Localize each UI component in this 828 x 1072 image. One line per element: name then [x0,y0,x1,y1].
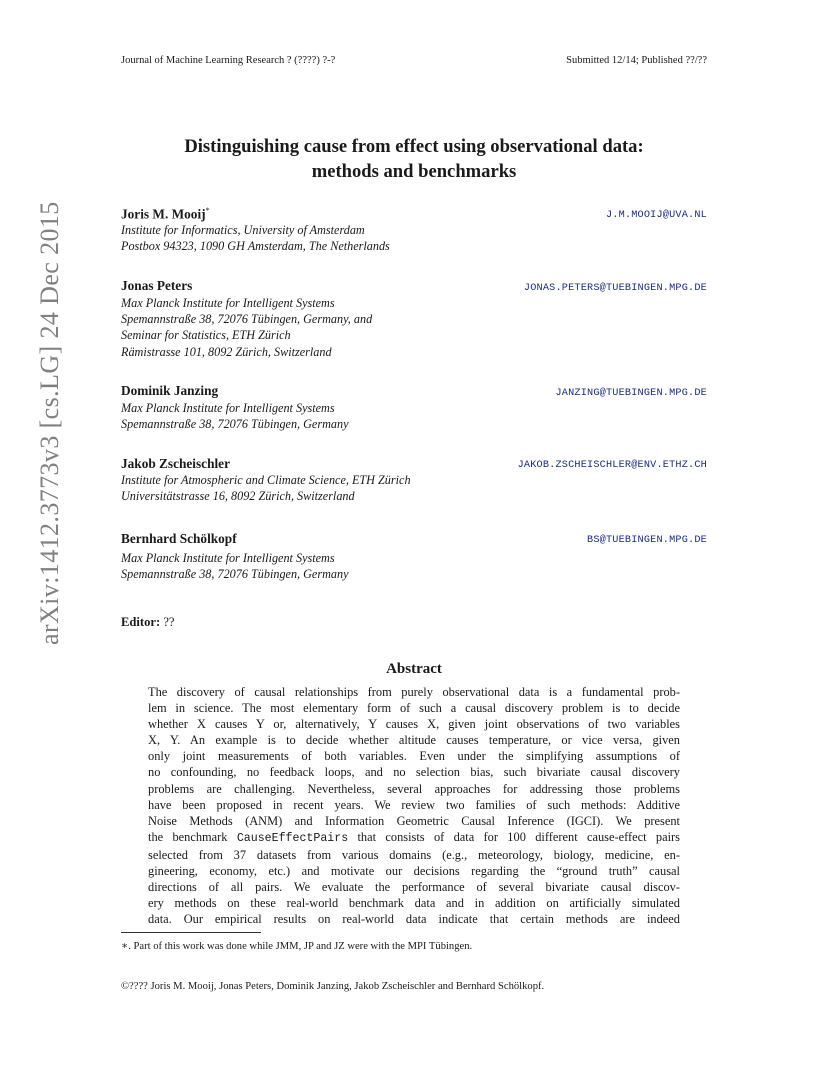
author-affiliation: Institute for Informatics, University of Amsterdam Postbox 94323, 1090 GH Amsterdam, The Netherlands [121,223,390,254]
editor-label: Editor: [121,615,161,629]
footnote-rule [121,932,261,933]
editor-value: ?? [163,615,175,629]
abstract-heading: Abstract [386,661,442,677]
abstract-line: only joint measurements of both variables. Even under the simplifying assumptions of [148,749,680,764]
author-name: Bernhard Schölkopf [121,531,237,546]
abstract-line: lem in science. The most elementary form of such a causal discovery problem is to decide [148,701,680,716]
abstract-line: Noise Methods (ANM) and Information Geometric Causal Inference (IGCI). We present [148,813,680,828]
abstract-line: X, Y. An example is to decide whether altitude causes temperature, or vice versa, given [148,733,680,748]
abstract-line: problems are challenging. Nevertheless, several approaches for addressing those problems [148,781,680,796]
author-name: Jonas Peters [121,278,193,293]
abstract-line: ery methods on these real-world benchmark data and in addition on artificially simulated [148,896,680,911]
author-name: Jakob Zscheischler [121,456,230,471]
author-name: Joris M. Mooij* [121,206,210,222]
arxiv-sidebar-stamp: arXiv:1412.3773v3 [cs.LG] 24 Dec 2015 [35,201,64,645]
running-header-dates: Submitted 12/14; Published ??/?? [566,55,707,66]
abstract-line: the benchmark CauseEffectPairs that consists of data for 100 different cause-effect pairs [148,829,680,845]
author-name: Dominik Janzing [121,383,219,398]
abstract-line: have been proposed in recent years. We review two families of such methods: Additive [148,797,680,812]
author-footnote-mark: * [205,206,210,215]
running-header-journal: Journal of Machine Learning Research ? (????) ?-? [121,55,336,66]
paper-title [0,134,828,184]
author-affiliation: Institute for Atmospheric and Climate Science, ETH Zürich Universitätstrasse 16, 8092 Zürich, Switzerland [121,473,411,504]
abstract-line: no confounding, no feedback loops, and no selection bias, such bivariate causal discovery [148,765,680,780]
copyright-notice: ©???? Joris M. Mooij, Jonas Peters, Dominik Janzing, Jakob Zscheischler and Bernhard Schölkopf. [121,981,545,992]
abstract-line: data. Our empirical results on real-world data indicate that certain methods are indeed [148,912,680,927]
author-affiliation: Max Planck Institute for Intelligent Systems Spemannstraße 38, 72076 Tübingen, Germany [121,401,349,432]
abstract-line: whether X causes Y or, alternatively, Y causes X, given joint observations of two variables [148,717,680,732]
benchmark-name: CauseEffectPairs [236,831,349,845]
author-affiliation: Max Planck Institute for Intelligent Systems Spemannstraße 38, 72076 Tübingen, Germany, and Seminar for Statistics, ETH Zürich Rämistrasse 101, 8092 Zürich, Switzerland [121,296,373,359]
author-email[interactable]: JANZING@TUEBINGEN.MPG.DE [555,388,707,399]
author-email[interactable]: J.M.MOOIJ@UVA.NL [605,210,707,221]
abstract-line: The discovery of causal relationships from purely observational data is a fundamental prob- [148,685,680,699]
abstract-line: directions of all pairs. We evaluate the performance of several bivariate causal discov- [148,880,680,895]
author-email[interactable]: JAKOB.ZSCHEISCHLER@ENV.ETHZ.CH [517,460,707,471]
abstract-line: selected from 37 datasets from various domains (e.g., meteorology, biology, medicine, en- [148,847,680,862]
title-line-2: methods and benchmarks [311,161,517,182]
abstract-text [148,684,680,927]
editor-line [121,615,175,630]
abstract-line: gineering, economy, etc.) and motivate our decisions regarding the “ground truth” causal [148,864,680,879]
footnote: ∗. Part of this work was done while JMM, JP and JZ were with the MPI Tübingen. [121,941,473,952]
author-email[interactable]: JONAS.PETERS@TUEBINGEN.MPG.DE [523,283,707,294]
author-email[interactable]: BS@TUEBINGEN.MPG.DE [587,535,707,546]
title-line-1: Distinguishing cause from effect using observational data: [184,136,644,157]
author-affiliation: Max Planck Institute for Intelligent Systems Spemannstraße 38, 72076 Tübingen, Germany [121,551,349,582]
